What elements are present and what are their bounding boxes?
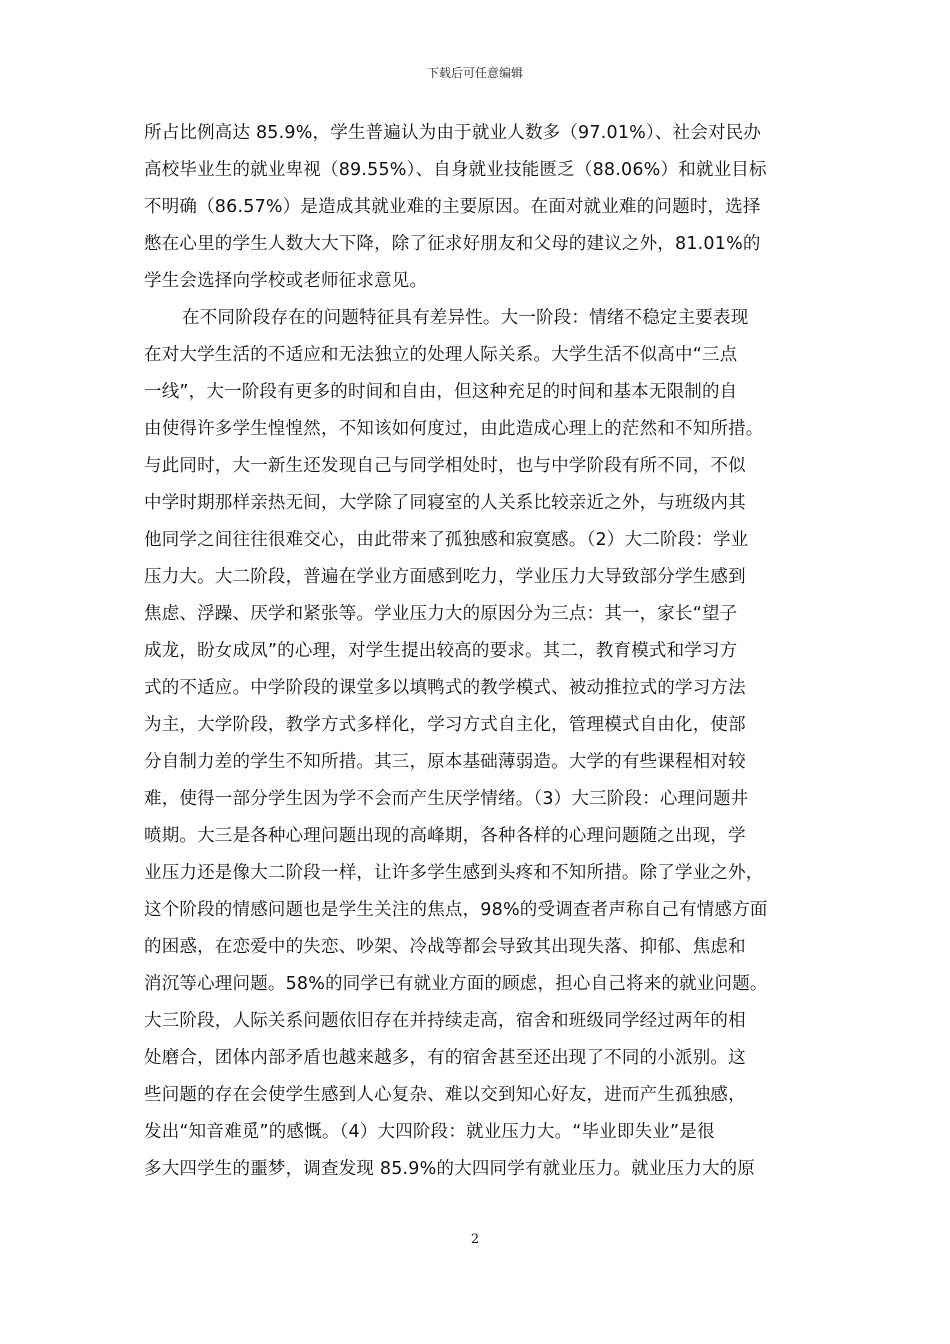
page-number: 2 xyxy=(470,1232,480,1247)
text-line: 所占比例高达 85.9%，学生普遍认为由于就业人数多（97.01%）、社会对民办 xyxy=(144,123,762,143)
text-line: 与此同时，大一新生还发现自己与同学相处时，也与中学阶段有所不同，不似 xyxy=(144,456,746,476)
text-line: 分自制力差的学生不知所措。其三，原本基础薄弱造。大学的有些课程相对较 xyxy=(144,752,746,772)
text-line: 中学时期那样亲热无间，大学除了同寝室的人关系比较亲近之外，与班级内其 xyxy=(144,493,746,513)
text-line: 多大四学生的噩梦，调查发现 85.9%的大四同学有就业压力。就业压力大的原 xyxy=(144,1159,756,1179)
page-header: 下载后可任意编辑 xyxy=(426,66,523,80)
text-line: 不明确（86.57%）是造成其就业难的主要原因。在面对就业难的问题时，选择 xyxy=(144,197,761,217)
text-line: 焦虑、浮躁、厌学和紧张等。学业压力大的原因分为三点：其一，家长“望子 xyxy=(144,604,738,624)
text-line: 的困惑，在恋爱中的失恋、吵架、冷战等都会导致其出现失落、抑郁、焦虑和 xyxy=(144,937,746,957)
text-line: 这个阶段的情感问题也是学生关注的焦点，98%的受调查者声称自己有情感方面 xyxy=(144,900,768,920)
document-body xyxy=(144,115,806,1188)
text-line: 憋在心里的学生人数大大下降，除了征求好朋友和父母的建议之外，81.01%的 xyxy=(144,234,761,254)
text-line: 一线”，大一阶段有更多的时间和自由，但这种充足的时间和基本无限制的自 xyxy=(144,382,738,402)
text-line: 难，使得一部分学生因为学不会而产生厌学情绪。（3）大三阶段：心理问题井 xyxy=(144,789,749,809)
paragraph-1 xyxy=(144,115,806,300)
text-line: 压力大。大二阶段，普遍在学业方面感到吃力，学业压力大导致部分学生感到 xyxy=(144,567,746,587)
text-line: 喷期。大三是各种心理问题出现的高峰期，各种各样的心理问题随之出现，学 xyxy=(144,826,746,846)
text-line: 式的不适应。中学阶段的课堂多以填鸭式的教学模式、被动推拉式的学习方法 xyxy=(144,678,746,698)
text-line: 消沉等心理问题。58%的同学已有就业方面的顾虑，担心自己将来的就业问题。 xyxy=(144,974,768,994)
text-line: 大三阶段，人际关系问题依旧存在并持续走高，宿舍和班级同学经过两年的相 xyxy=(144,1011,746,1031)
text-line: 业压力还是像大二阶段一样，让许多学生感到头疼和不知所措。除了学业之外， xyxy=(144,863,764,883)
text-line: 处磨合，团体内部矛盾也越来越多，有的宿舍甚至还出现了不同的小派别。这 xyxy=(144,1048,746,1068)
text-line: 成龙，盼女成凤”的心理，对学生提出较高的要求。其二，教育模式和学习方 xyxy=(144,641,738,661)
text-line: 学生会选择向学校或老师征求意见。 xyxy=(144,271,428,291)
paragraph-2 xyxy=(144,300,806,1188)
text-line: 在对大学生活的不适应和无法独立的处理人际关系。大学生活不似高中“三点 xyxy=(144,345,738,365)
text-line: 发出“知音难觅”的感慨。（4）大四阶段：就业压力大。“毕业即失业”是很 xyxy=(144,1122,715,1142)
text-line: 高校毕业生的就业卑视（89.55%）、自身就业技能匮乏（88.06%）和就业目标 xyxy=(144,160,767,180)
text-line: 些问题的存在会使学生感到人心复杂、难以交到知心好友，进而产生孤独感， xyxy=(144,1085,746,1105)
text-line: 由使得许多学生惶惶然，不知该如何度过，由此造成心理上的茫然和不知所措。 xyxy=(144,419,764,439)
text-line: 在不同阶段存在的问题特征具有差异性。大一阶段：情绪不稳定主要表现 xyxy=(182,308,749,328)
text-line: 为主，大学阶段，教学方式多样化，学习方式自主化，管理模式自由化，使部 xyxy=(144,715,746,735)
text-line: 他同学之间往往很难交心，由此带来了孤独感和寂寞感。（2）大二阶段：学业 xyxy=(144,530,749,550)
